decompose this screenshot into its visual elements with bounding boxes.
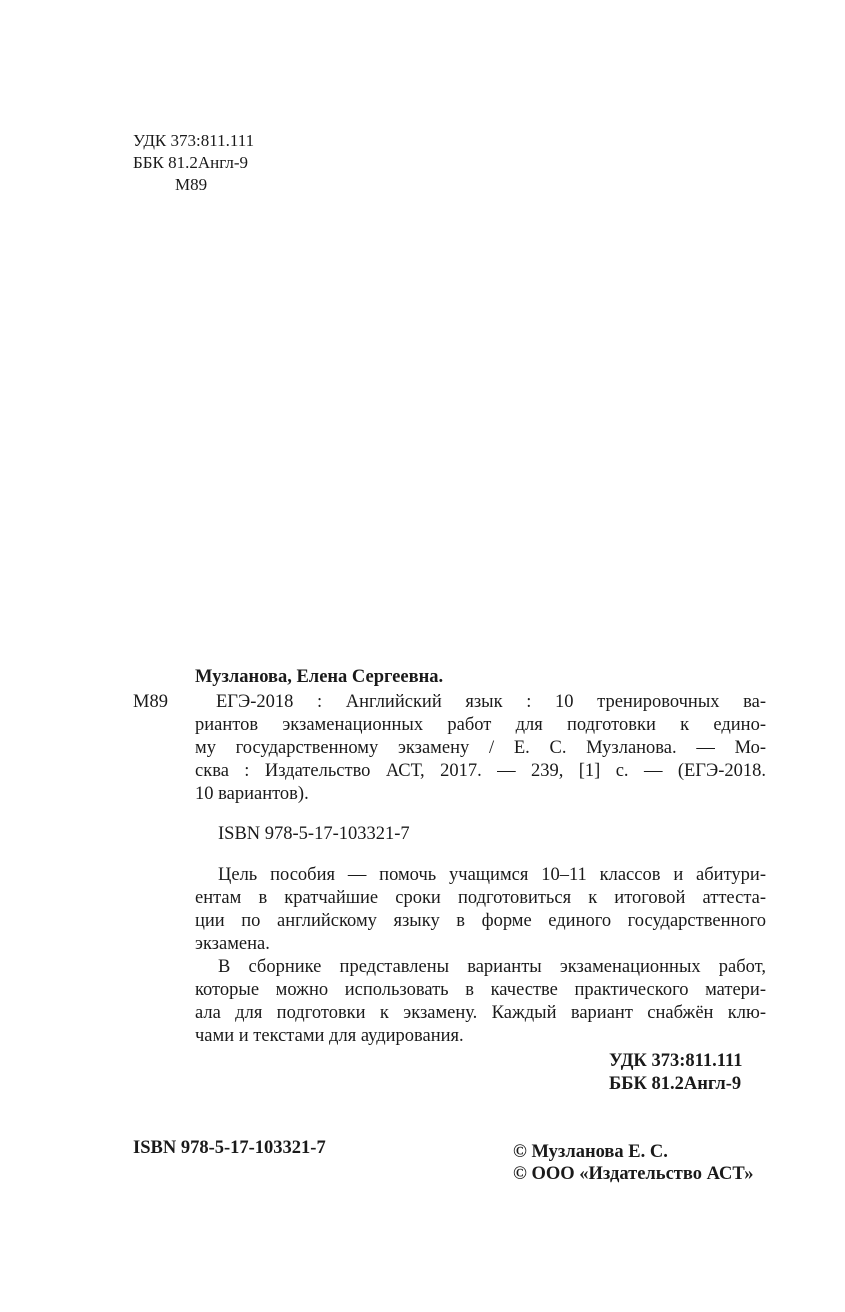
annotation-line: ала для подготовки к экзамену. Каждый вариант снабжён клю-: [195, 1003, 766, 1023]
card-bbk-code: ББК 81.2Англ-9: [609, 1074, 742, 1094]
copyright-author: © Музланова Е. С.: [513, 1142, 668, 1162]
description-line: 10 вариантов).: [195, 784, 309, 804]
annotation-line: ции по английскому языку в форме единого государственного: [195, 911, 766, 931]
description-line: сква : Издательство АСТ, 2017. — 239, [1] с. — (ЕГЭ-2018.: [195, 761, 766, 781]
footer-isbn: ISBN 978-5-17-103321-7: [133, 1138, 326, 1158]
bbk-code: ББК 81.2Англ-9: [133, 153, 248, 172]
author-mark: М89: [175, 175, 208, 194]
card-udk-code: УДК 373:811.111: [609, 1051, 743, 1071]
description-line: риантов экзаменационных работ для подготовки к едино-: [195, 715, 766, 735]
copyright-publisher: © ООО «Издательство АСТ»: [513, 1164, 754, 1184]
isbn: ISBN 978-5-17-103321-7: [218, 824, 410, 844]
annotation-line: экзамена.: [195, 934, 270, 954]
annotation-line: которые можно использовать в качестве практического матери-: [195, 980, 766, 1000]
card-author-mark: М89: [133, 692, 168, 712]
annotation-line: чами и текстами для аудирования.: [195, 1026, 464, 1046]
udk-code: УДК 373:811.111: [133, 131, 255, 150]
annotation-line: ентам в кратчайшие сроки подготовиться к итоговой аттеста-: [195, 888, 766, 908]
description-line: ЕГЭ-2018 : Английский язык : 10 тренировочных ва-: [216, 692, 766, 712]
annotation-line: В сборнике представлены варианты экзаменационных работ,: [218, 957, 766, 977]
description-line: му государственному экзамену / Е. С. Музланова. — Мо-: [195, 738, 766, 758]
author-heading: Музланова, Елена Сергеевна.: [195, 667, 444, 687]
annotation-line: Цель пособия — помочь учащимся 10–11 классов и абитури-: [218, 865, 766, 885]
